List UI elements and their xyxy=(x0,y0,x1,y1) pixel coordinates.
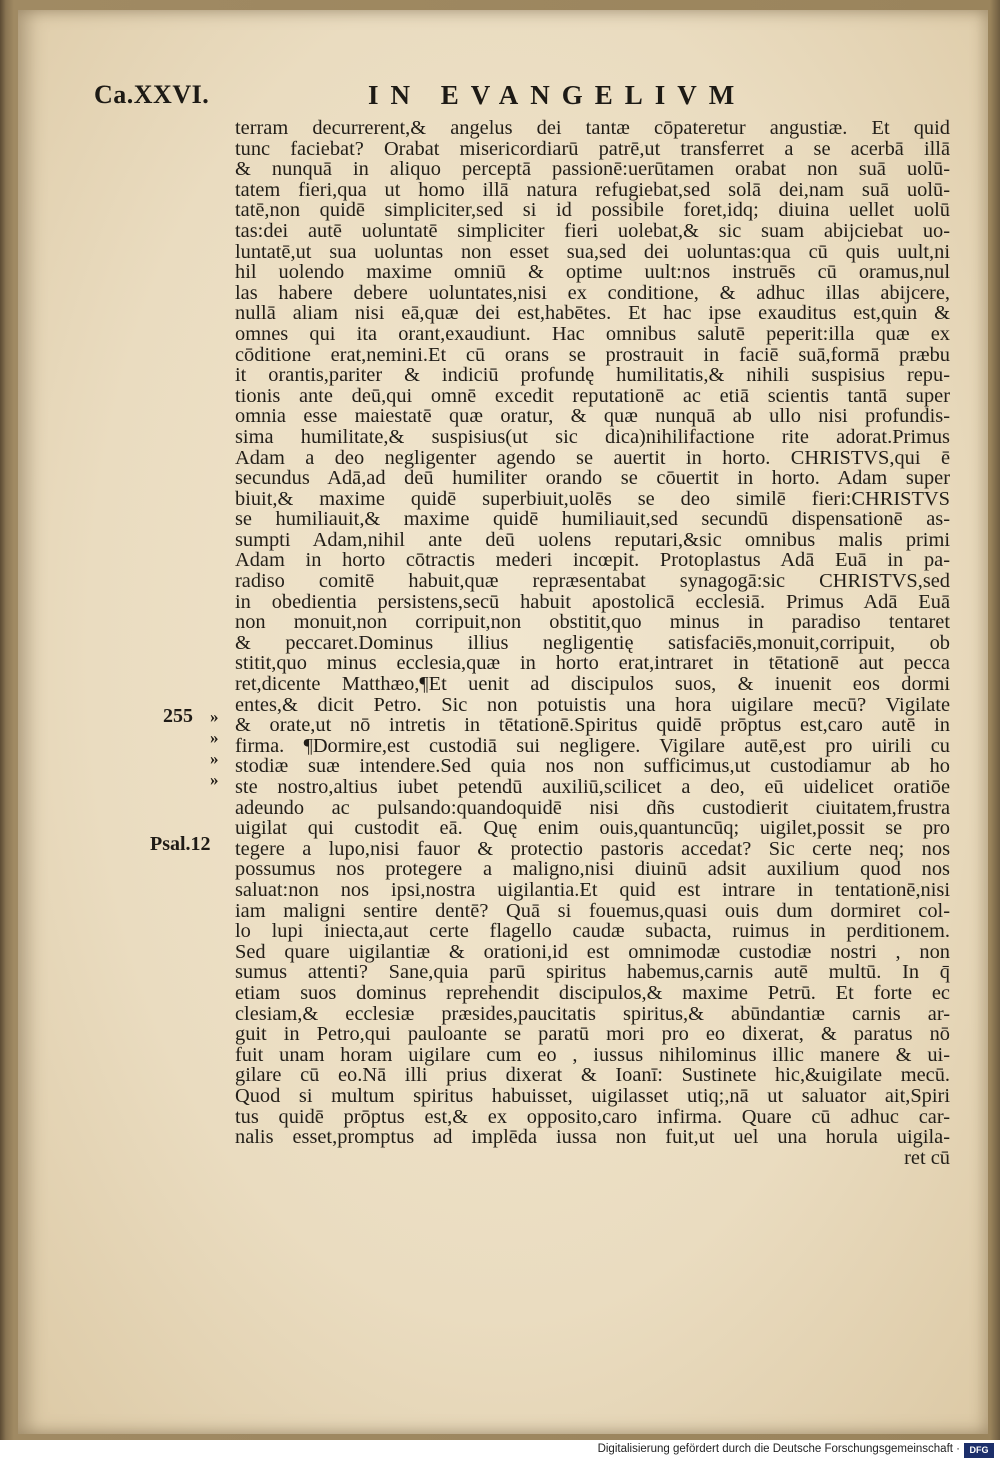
text-line: stodiæ suæ intendere.Sed quia nos non sufficimus,ut custodiamur ab ho xyxy=(235,755,950,778)
dfg-logo: DFG xyxy=(964,1443,994,1458)
text-line: lo lupi iniecta,aut certe flagello caudæ subacta, ruimus in perditionem. xyxy=(235,920,950,943)
chapter-number: Ca.XXVI. xyxy=(94,80,210,109)
text-line: saluat:non nos ipsi,nostra uigilantia.Et quid est intrare in tentationē,nisi xyxy=(235,878,950,901)
footer-bar xyxy=(0,1440,1000,1462)
text-line: ret,dicente Matthæo,¶Et uenit ad discipulos suos, & inuenit eos dormi xyxy=(235,673,950,696)
text-line: sumus attenti? Sane,quia parū spiritus habemus,carnis autē multū. In q̄ xyxy=(235,961,950,984)
text-line: gilare cū eo.Nā illi prius dixerat & Ioanī: Sustinete hic,&uigilate mecū. xyxy=(235,1064,950,1087)
quote-mark: » xyxy=(210,707,219,726)
text-line: Sed quare uigilantiæ & orationi,id est omnimodæ custodiæ nostri , non xyxy=(235,940,950,963)
text-line: radiso comitē habuit,quæ repræsentabat synagogā:sic CHRISTVS,sed xyxy=(235,570,950,593)
text-line: tus quidē prōptus est,& ex opposito,caro infirma. Quare cū adhuc car- xyxy=(235,1105,950,1128)
quote-mark: » xyxy=(210,770,219,789)
text-line: cōditione erat,nemini.Et cū orans se prostrauit in faciē suā,formā præbu xyxy=(235,343,950,366)
page-title: IN EVANGELIVM xyxy=(368,80,747,110)
text-line: secundus Adā,ad deū humiliter orando se cōuertit in horto. Adam super xyxy=(235,467,950,490)
text-line: hil uolendo maxime omniū & optime uult:nos instruēs cū oramus,nul xyxy=(235,261,950,284)
text-line: fuit unam horam uigilare cum eo , iussus nihilominus illic manere & ui- xyxy=(235,1043,950,1066)
text-line: las habere debere uoluntates,nisi ex conditione, & adhuc illas abijcere, xyxy=(235,281,950,304)
margin-page-reference: 255 xyxy=(163,705,193,727)
book-page xyxy=(18,10,988,1434)
text-line: Quod si multum spiritus habuisset, uigilasset utiq;,nā ut saluator ait,Spiri xyxy=(235,1084,950,1107)
text-line: nalis esset,promptus ad implēda iussa non fuit,ut uel una horula uigila- xyxy=(235,1126,950,1149)
body-text xyxy=(235,118,950,1168)
text-line: omnia esse maiestatē quæ oratur, & quæ nunquā ab ullo nisi profundis- xyxy=(235,405,950,428)
text-line: sima humilitate,& suspisius(ut sic dica)nihilifactione rite adorat.Primus xyxy=(235,425,950,448)
text-line: tatem fieri,qua ut homo illā natura refugiebat,sed solā dei,nam suā uolū- xyxy=(235,178,950,201)
text-line: possumus nos protegere a maligno,nisi diuinū adsit auxilium quod nos xyxy=(235,858,950,881)
text-line: tas:dei autē uoluntatē simpliciter fieri uolebat,& sic suam abijciebat uo- xyxy=(235,219,950,242)
text-line: ste nostro,altius iubet petendū auxiliū,scilicet a deo, eū uidelicet oratiōe xyxy=(235,776,950,798)
text-line: & peccaret.Dominus illius negligentię satisfaciēs,monuit,corripuit, ob xyxy=(235,631,950,654)
text-line: clesiam,& ecclesiæ præsides,paucitatis spiritus,& abūndantiæ carnis ar- xyxy=(235,1002,950,1025)
text-line: nullā aliam nisi eā,quæ dei est,habētes. Et hac ipse exauditus est,quin & xyxy=(235,302,950,325)
text-line: non monuit,non corripuit,non obstitit,quo minus in paradiso tentaret xyxy=(235,611,950,634)
text-line: luntatē,ut sua uoluntas non esset sua,sed dei uoluntas:qua cū quis uult,ni xyxy=(235,240,950,263)
text-line: iam maligni sentire dentē? Quā si fouemus,quasi ouis dum dormiret col- xyxy=(235,899,950,922)
text-line: Adam in horto cōtractis mederi incœpit. Protoplastus Adā Euā in pa- xyxy=(235,549,950,572)
text-line: tionis ante deū,qui omnē excedit reputationē ac etiā scientis tantā super xyxy=(235,384,950,407)
text-line: biuit,& maxime quidē superbiuit,uolēs se deo similē fieri:CHRISTVS xyxy=(235,487,950,510)
text-line: omnes qui ita orant,exaudiunt. Hac omnibus salutē peperit:illa quæ ex xyxy=(235,322,950,345)
funding-credit: Digitalisierung gefördert durch die Deutsche Forschungsgemeinschaft · xyxy=(597,1443,960,1455)
text-line: in obedientia persistens,secū habuit apostolicā ecclesiā. Primus Adā Euā xyxy=(235,590,950,613)
quote-mark: » xyxy=(210,749,219,768)
quote-mark: » xyxy=(210,728,219,747)
text-line: ret cū xyxy=(904,1146,950,1169)
text-line: stitit,quo minus ecclesia,quæ in horto erat,intraret in tētationē aut pecca xyxy=(235,652,950,675)
text-line: se humiliauit,& maxime quidē humiliauit,sed secundū dispensationē as- xyxy=(235,508,950,531)
text-line: & nunquā in aliquo perceptā passionē:uerūtamen orabat non suā uolū- xyxy=(235,158,950,181)
text-line: tegere a lupo,nisi fauor & protectio pastoris accedat? Sic certe neq; nos xyxy=(235,837,950,860)
margin-psalm-reference: Psal.12 xyxy=(150,833,211,855)
text-line: etiam suos dominus reprehendit discipulos,& maxime Petrū. Et forte ec xyxy=(235,981,950,1004)
text-line: & orate,ut nō intretis in tētationē.Spiritus quidē prōptus est,caro autē in xyxy=(235,714,950,737)
text-line: entes,& dicit Petro. Sic non potuistis una hora uigilare mecū? Vigilate xyxy=(235,693,950,716)
text-line: it orantis,pariter & indiciū profundę humilitatis,& nihili suspisius repu- xyxy=(235,364,950,387)
text-line: tatē,non quidē simpliciter,sed si id possibile foret,idq; diuina uellet uolū xyxy=(235,199,950,222)
text-line: adeundo ac pulsando:quandoquidē nisi dñs custodierit ciuitatem,frustra xyxy=(235,796,950,819)
text-line: tunc faciebat? Orabat misericordiarū patrē,ut transferret a se acerbā illā xyxy=(235,137,950,160)
text-line: guit in Petro,qui pauloante se paratū mori pro eo dixerat, & paratus nō xyxy=(235,1023,950,1046)
text-line: sumpti Adam,nihil ante deū uolens reputari,&sic omnibus malis primi xyxy=(235,528,950,551)
text-line: terram decurrerent,& angelus dei tantæ cōpateretur angustiæ. Et quid xyxy=(235,117,950,139)
running-head xyxy=(18,80,988,120)
text-line: firma. ¶Dormire,est custodiā sui negligere. Vigilare autē,est pro uirili cu xyxy=(235,734,950,757)
text-line: uigilat qui custodit eā. Quę enim ouis,quantuncūq; uigilet,possit se pro xyxy=(235,817,950,840)
text-line: Adam a deo negligenter agendo se auertit in horto. CHRISTVS,qui ē xyxy=(235,446,950,469)
